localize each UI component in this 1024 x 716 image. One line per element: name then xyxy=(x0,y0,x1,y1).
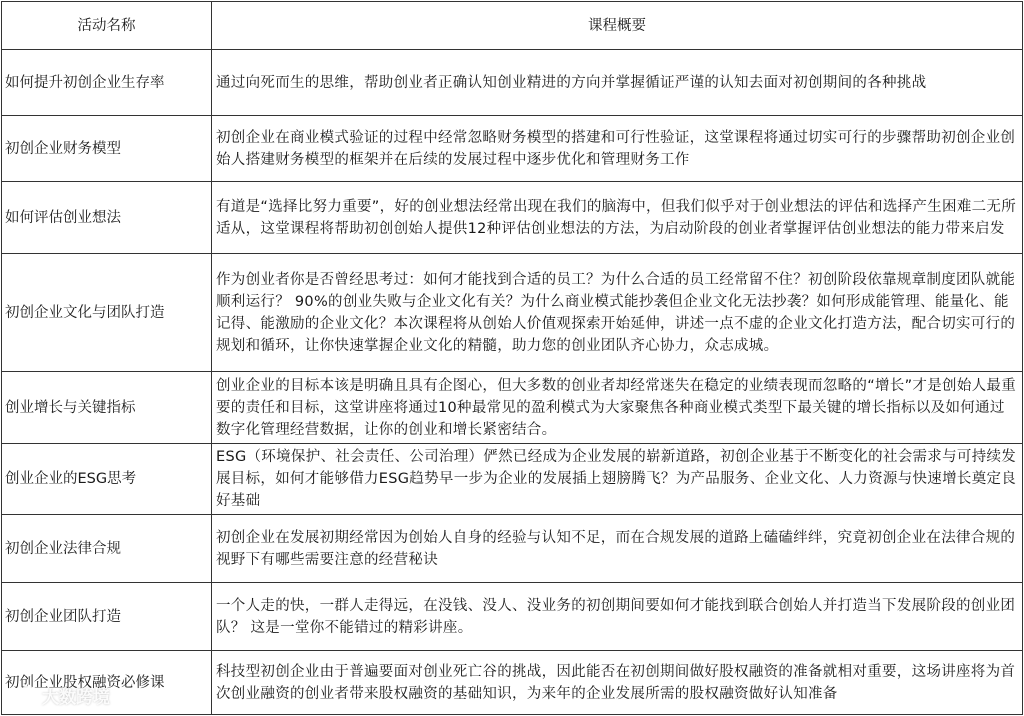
course-summary-cell: 科技型初创企业由于普遍要面对创业死亡谷的挑战，因此能否在初创期间做好股权融资的准备就相对重要，这场讲座将为首次创业融资的创业者带来股权融资的基础知识，为来年的企业发展所需的股权融资做好认知准备 xyxy=(212,651,1023,715)
activity-name-cell: 如何提升初创企业生存率 xyxy=(2,50,212,116)
table-row xyxy=(2,583,1023,651)
course-table xyxy=(1,1,1023,715)
activity-name-cell: 初创企业法律合规 xyxy=(2,515,212,583)
activity-name-cell: 创业企业的ESG思考 xyxy=(2,444,212,515)
activity-name-cell: 创业增长与关键指标 xyxy=(2,372,212,444)
header-row xyxy=(2,2,1023,50)
course-summary-cell: 有道是“选择比努力重要”，好的创业想法经常出现在我们的脑海中，但我们似乎对于创业想法的评估和选择产生困难二无所适从，这堂课程将帮助初创创始人提供12种评估创业想法的方法，为启动阶段的创业者掌握评估创业想法的能力带来启发 xyxy=(212,182,1023,254)
table-row xyxy=(2,515,1023,583)
course-summary-cell: 一个人走的快，一群人走得远，在没钱、没人、没业务的初创期间要如何才能找到联合创始人并打造当下发展阶段的创业团队？ 这是一堂你不能错过的精彩讲座。 xyxy=(212,583,1023,651)
table-row xyxy=(2,254,1023,372)
header-course-summary: 课程概要 xyxy=(212,2,1023,50)
activity-name-cell: 初创企业团队打造 xyxy=(2,583,212,651)
course-summary-cell: 作为创业者你是否曾经思考过：如何才能找到合适的员工？为什么合适的员工经常留不住？初创阶段依靠规章制度团队就能顺利运行？ 90%的创业失败与企业文化有关？为什么商业模式能抄袭但企业文化无法抄袭？如何形成能管理、能量化、能记得、能激励的企业文化？本次课程将从创始人价值观探索开始延伸，讲述一点不虚的企业文化打造方法，配合切实可行的规划和循环，让你快速掌握企业文化的精髓，助力您的创业团队齐心协力，众志成城。 xyxy=(212,254,1023,372)
course-summary-cell: ESG（环境保护、社会责任、公司治理）俨然已经成为企业发展的崭新道路，初创企业基于不断变化的社会需求与可持续发展目标，如何才能够借力ESG趋势早一步为企业的发展插上翅膀腾飞？为产品服务、企业文化、人力资源与快速增长奠定良好基础 xyxy=(212,444,1023,515)
activity-name-cell: 初创企业文化与团队打造 xyxy=(2,254,212,372)
activity-name-cell: 如何评估创业想法 xyxy=(2,182,212,254)
table-row xyxy=(2,50,1023,116)
table-row xyxy=(2,651,1023,715)
activity-name-cell: 初创企业股权融资必修课 xyxy=(2,651,212,715)
activity-name-cell: 初创企业财务模型 xyxy=(2,116,212,182)
course-summary-cell: 通过向死而生的思维，帮助创业者正确认知创业精进的方向并掌握循证严谨的认知去面对初创期间的各种挑战 xyxy=(212,50,1023,116)
watermark-text: 大数跨境 xyxy=(42,688,110,708)
course-summary-cell: 初创企业在商业模式验证的过程中经常忽略财务模型的搭建和可行性验证，这堂课程将通过切实可行的步骤帮助初创企业创始人搭建财务模型的框架并在后续的发展过程中逐步优化和管理财务工作 xyxy=(212,116,1023,182)
course-summary-cell: 初创企业在发展初期经常因为创始人自身的经验与认知不足，而在合规发展的道路上磕磕绊绊，究竟初创企业在法律合规的视野下有哪些需要注意的经营秘诀 xyxy=(212,515,1023,583)
table-row xyxy=(2,372,1023,444)
table-row xyxy=(2,444,1023,515)
table-row xyxy=(2,116,1023,182)
table-row xyxy=(2,182,1023,254)
course-summary-cell: 创业企业的目标本该是明确且具有企图心，但大多数的创业者却经常迷失在稳定的业绩表现而忽略的“增长”才是创始人最重要的责任和目标，这堂讲座将通过10种最常见的盈利模式为大家聚焦各种商业模式类型下最关键的增长指标以及如何通过数字化管理经营数据，让你的创业和增长紧密结合。 xyxy=(212,372,1023,444)
header-activity-name: 活动名称 xyxy=(2,2,212,50)
